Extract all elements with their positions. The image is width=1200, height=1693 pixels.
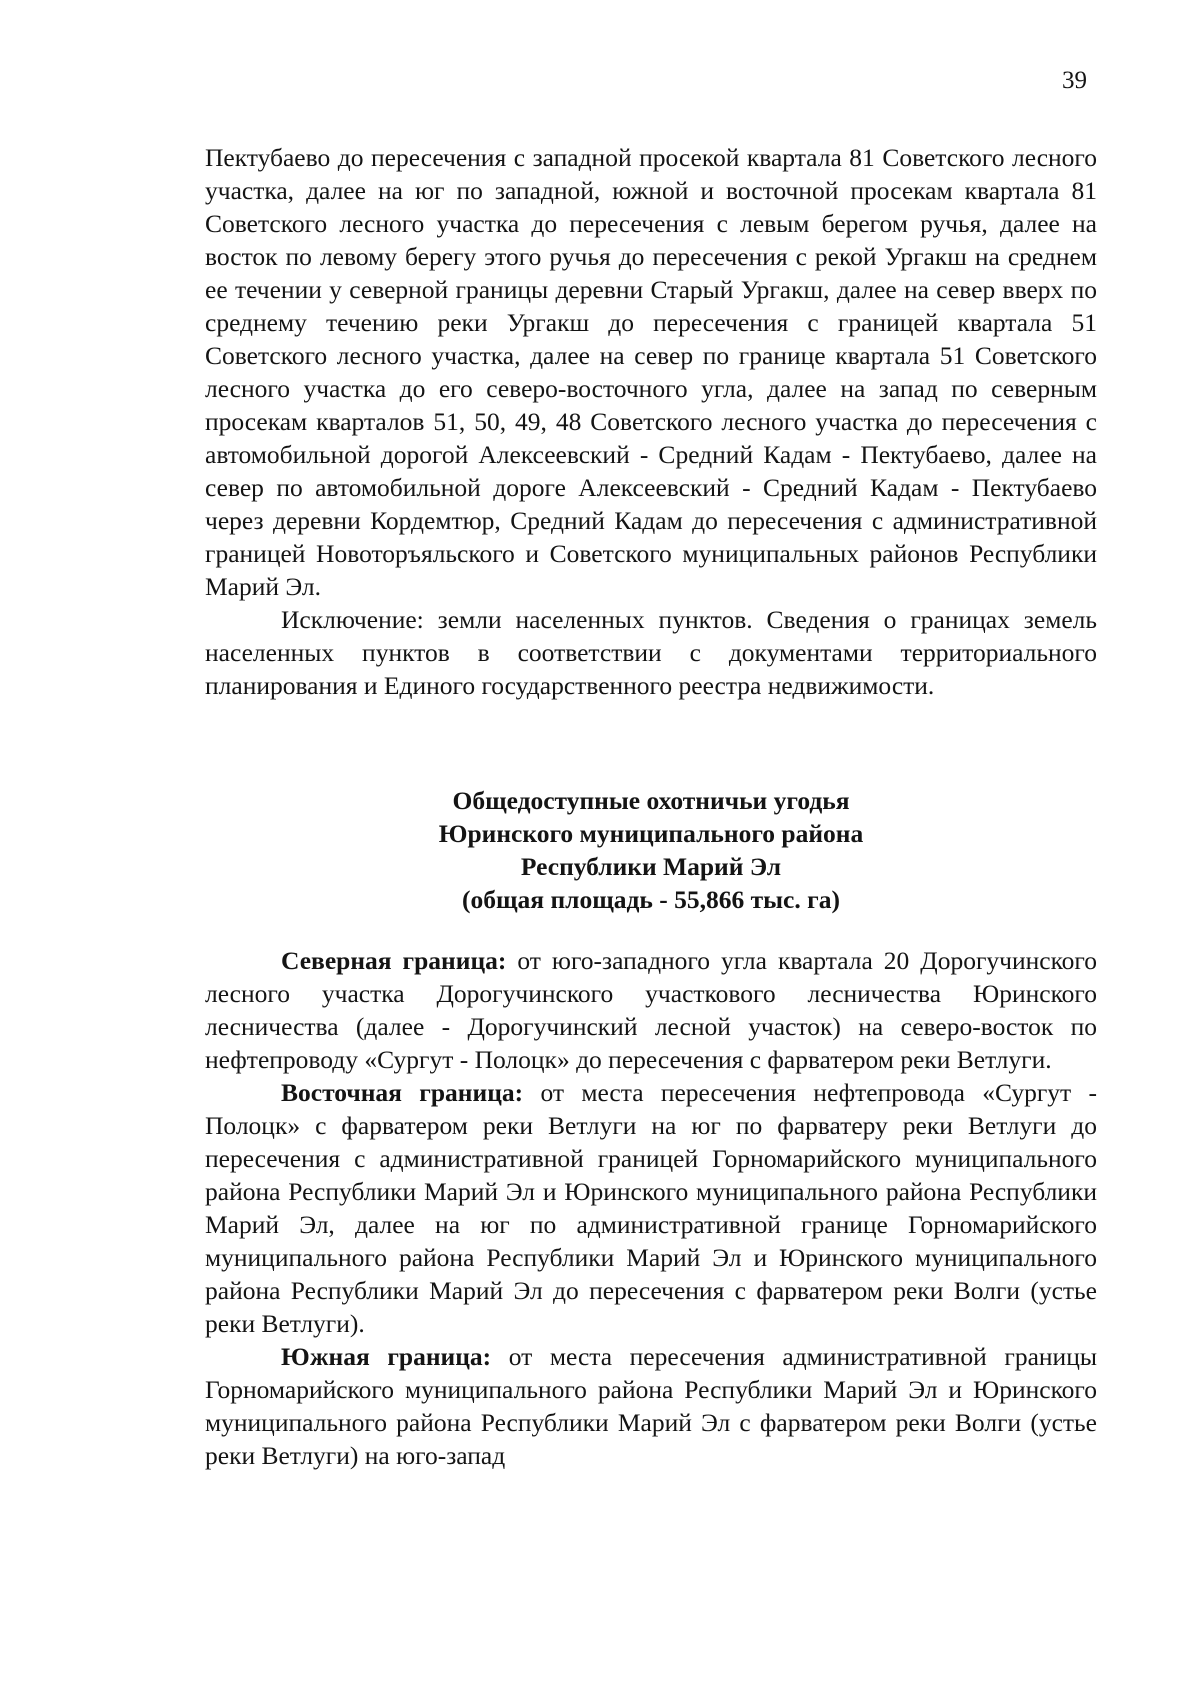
heading-line: Общедоступные охотничьи угодья xyxy=(452,786,850,815)
north-boundary-label: Северная граница: xyxy=(281,946,507,975)
east-boundary-label: Восточная граница: xyxy=(281,1078,524,1107)
paragraph-north-boundary xyxy=(205,944,1097,1076)
north-boundary-text: от юго-западного угла квартала 20 Дорогучинского лесного участка Дорогучинского участкового лесничества Юринского лесничества (далее - Дорогучинский лесной участок) на северо-восток по нефтепроводу «Сургут - Полоцк» до пересечения с фарватером реки Ветлуги. xyxy=(205,946,1098,1074)
paragraph-exception: Исключение: земли населенных пунктов. Сведения о границах земель населенных пунктов в соответствии с документами территориального планирования и Единого государственного реестра недвижимости. xyxy=(205,605,1097,700)
south-boundary-text: от места пересечения административной границы Горномарийского муниципального района Республики Марий Эл и Юринского муниципального района Республики Марий Эл с фарватером реки Волги (устье реки Ветлуги) на юго-запад xyxy=(205,1342,1097,1470)
paragraph-continuation: Пектубаево до пересечения с западной просекой квартала 81 Советского лесного участка, далее на юг по западной, южной и восточной просекам квартала 81 Советского лесного участка до пересечения с левым берегом ручья, далее на восток по левому берегу этого ручья до пересечения с рекой Ургакш на среднем ее течении у северной границы деревни Старый Ургакш, далее на север вверх по среднему течению реки Ургакш до пересечения с границей квартала 51 Советского лесного участка, далее на север по границе квартала 51 Советского лесного участка до его северо-восточного угла, далее на запад по северным просекам кварталов 51, 50, 49, 48 Советского лесного участка до пересечения с автомобильной дорогой Алексеевский - Средний Кадам - Пектубаево, далее на север по автомобильной дороге Алексеевский - Средний Кадам - Пектубаево через деревни Кордемтюр, Средний Кадам до пересечения с административной границей Новоторъяльского и Советского муниципальных районов Республики Марий Эл. xyxy=(205,143,1097,601)
heading-line: (общая площадь - 55,866 тыс. га) xyxy=(462,885,840,914)
heading-line: Республики Марий Эл xyxy=(520,852,782,881)
section-heading xyxy=(205,784,1097,916)
east-boundary-text: от места пересечения нефтепровода «Сургут - Полоцк» с фарватером реки Ветлуги на юг по фарватеру реки Ветлуги до пересечения с административной границей Горномарийского муниципального района Республики Марий Эл и Юринского муниципального района Республики Марий Эл, далее на юг по административной границе Горномарийского муниципального района Республики Марий Эл и Юринского муниципального района Республики Марий Эл до пересечения с фарватером реки Волги (устье реки Ветлуги). xyxy=(205,1078,1098,1338)
paragraph-south-boundary xyxy=(205,1340,1097,1472)
document-body xyxy=(205,141,1097,1472)
south-boundary-label: Южная граница: xyxy=(281,1342,492,1371)
heading-line: Юринского муниципального района xyxy=(438,819,864,848)
paragraph-east-boundary xyxy=(205,1076,1097,1340)
page-number: 39 xyxy=(1062,67,1087,94)
